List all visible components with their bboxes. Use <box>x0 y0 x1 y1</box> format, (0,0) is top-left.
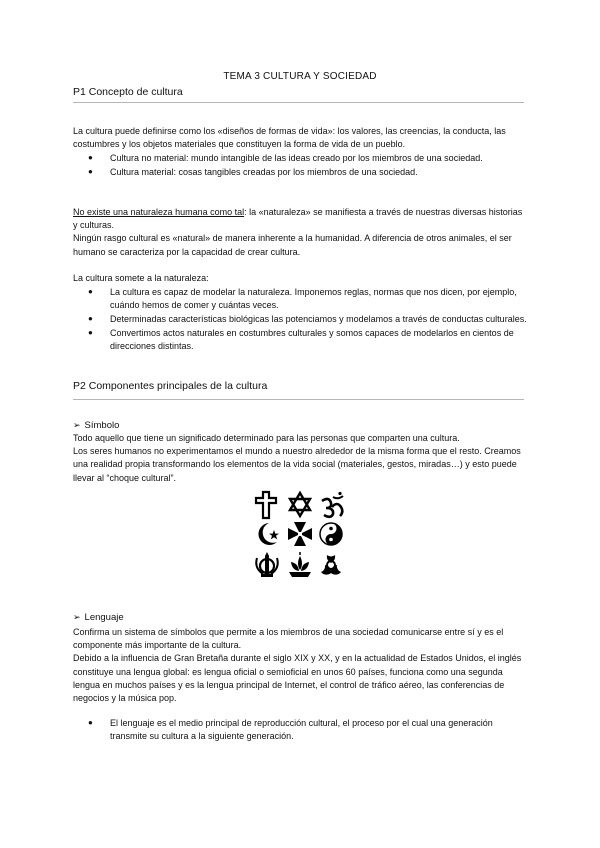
list-item <box>73 286 528 312</box>
bullet-list-lenguaje <box>73 717 528 744</box>
paragraph-intro <box>73 125 528 151</box>
list-item-text: Cultura no material: mundo intangible de las ideas creado por los miembros de una sociedad. <box>110 153 483 163</box>
section-heading-p1: P1 Concepto de cultura <box>73 86 183 98</box>
lenguaje-text-1: Confirma un sistema de símbolos que permite a los miembros de una sociedad comunicarse entre sí y es el componente más importante de la cultura. <box>73 627 504 651</box>
list-item-text: La cultura es capaz de modelar la naturaleza. Imponemos reglas, normas que nos dicen, por ejemplo, cuándo hemos de comer y cuántas veces. <box>110 287 517 310</box>
document-title: TEMA 3 CULTURA Y SOCIEDAD <box>223 71 377 82</box>
bullet-list-cultura <box>73 152 528 181</box>
list-item-text: Cultura material: cosas tangibles creadas por los miembros de una sociedad. <box>110 167 418 178</box>
list-item <box>73 313 528 326</box>
bullet-icon: ● <box>88 153 93 162</box>
simbolo-text-1: Todo aquello que tiene un significado determinado para las personas que comparten una cultura. <box>73 433 460 443</box>
lenguaje-text-2: Debido a la influencia de Gran Bretaña durante el siglo XIX y XX, y en la actualidad de Estados Unidos, el inglés constituye una lengua global: es lengua oficial o semioficial en unos 60 países, funciona como una segunda lengua en muchos países y es la lengua principal de Internet, el control de tráfico aéreo, las conferencias de negocios y la música pop. <box>73 653 522 704</box>
bullet-icon: ● <box>88 314 93 324</box>
maltese-cross-icon <box>288 522 312 546</box>
bullet-icon: ● <box>88 167 93 177</box>
yin-yang-icon <box>320 523 342 545</box>
star-and-crescent-icon <box>258 523 279 545</box>
paragraph-somete <box>73 272 528 285</box>
paragraph-lenguaje <box>73 626 528 705</box>
section-divider <box>73 102 524 103</box>
list-item <box>73 152 528 165</box>
list-item-text: El lenguaje es el medio principal de reproducción cultural, el proceso por el cual una generación transmite su cultura a la siguiente generación. <box>110 718 493 741</box>
paragraph-naturaleza <box>73 206 528 259</box>
subheading-lenguaje <box>73 612 124 623</box>
lotus-icon <box>289 552 311 577</box>
list-item <box>73 717 528 743</box>
list-item-text: Determinadas características biológicas las potenciamos y modelamos a través de conductas culturales. <box>110 314 527 325</box>
simbolo-text-2: Los seres humanos no experimentamos el mundo a nuestro alrededor de la misma forma que el resto. Creamos una realidad propia transformando los elementos de la vida social (materiales, gestos, miradas…) y esto puede llevar al “choque cultural”. <box>73 446 521 483</box>
naturaleza-text <box>73 206 528 232</box>
arrow-bullet-icon: ➢ <box>73 421 81 431</box>
biohazard-icon <box>321 555 341 575</box>
section-heading-p2: P2 Componentes principales de la cultura <box>73 380 268 392</box>
arrow-bullet-icon: ➢ <box>73 613 81 623</box>
star-of-david-icon <box>290 493 310 516</box>
om-icon <box>322 492 343 517</box>
paragraph-simbolo <box>73 432 528 485</box>
subheading-label: Lenguaje <box>84 612 124 623</box>
latin-cross-icon <box>256 492 276 518</box>
underlined-phrase: No existe una naturaleza humana como tal <box>73 207 245 217</box>
section-divider <box>73 399 524 400</box>
subheading-label: Símbolo <box>84 420 120 431</box>
naturaleza-rest: : la «naturaleza» se manifiesta a través de nuestras diversas historias y culturas. <box>73 207 523 231</box>
bullet-icon: ● <box>88 287 93 296</box>
subheading-simbolo <box>73 420 119 431</box>
bullet-icon: ● <box>88 328 93 338</box>
list-item <box>73 327 528 353</box>
bullet-icon: ● <box>88 718 93 727</box>
khanda-icon <box>256 552 278 577</box>
list-item <box>73 166 528 179</box>
rasgo-text: Ningún rasgo cultural es «natural» de manera inherente a la humanidad. A diferencia de otros animales, el ser humano se caracteriza por la capacidad de crear cultura. <box>73 233 512 257</box>
somete-text: La cultura somete a la naturaleza: <box>73 273 209 283</box>
intro-text: La cultura puede definirse como los «diseños de formas de vida»: los valores, las creencias, la conducta, las costumbres y los objetos materiales que constituyen la forma de vida de un pueblo. <box>73 126 506 150</box>
list-item-text: Convertimos actos naturales en costumbres culturales y somos capaces de modelarlos en cientos de direcciones distintas. <box>110 328 514 352</box>
religious-symbols-image <box>251 490 351 582</box>
bullet-list-somete <box>73 286 528 354</box>
